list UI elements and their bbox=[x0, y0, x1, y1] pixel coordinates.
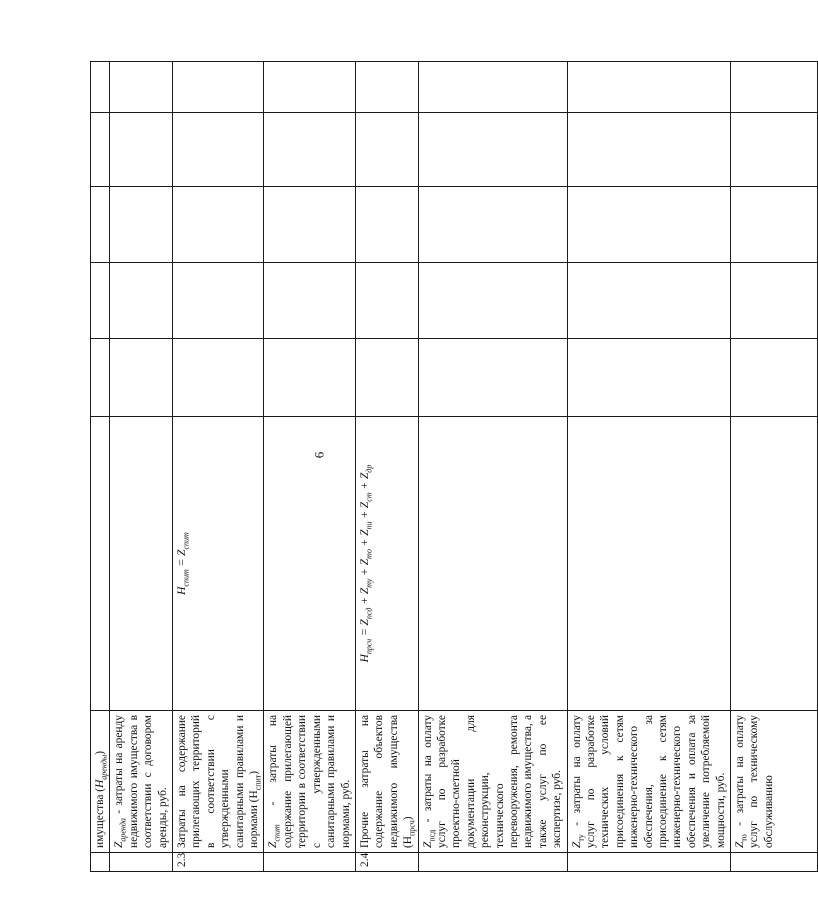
empty-cell bbox=[110, 113, 173, 187]
row-formula bbox=[418, 417, 567, 711]
table-row bbox=[355, 62, 418, 872]
empty-cell bbox=[731, 113, 818, 187]
row-number bbox=[567, 853, 730, 872]
empty-cell bbox=[264, 113, 355, 187]
page-number: 6 bbox=[311, 451, 327, 459]
empty-cell bbox=[731, 263, 818, 339]
empty-cell bbox=[173, 62, 264, 113]
row-number bbox=[418, 853, 567, 872]
empty-cell bbox=[418, 113, 567, 187]
empty-cell bbox=[567, 62, 730, 113]
row-formula bbox=[567, 417, 730, 711]
row-description: $Z_{ту}$ - затраты на оплату услуг по разработке технических условий присоединения к сетям инженерно-технического обеспечения, за присоединение к сетям инженерно-технического обеспечения и оплата за увеличение потребляемой мощности, руб. bbox=[567, 711, 730, 853]
row-number: 2.3 bbox=[173, 853, 264, 872]
empty-cell bbox=[355, 339, 418, 417]
empty-cell bbox=[173, 187, 264, 263]
empty-cell bbox=[355, 62, 418, 113]
empty-cell bbox=[91, 187, 110, 263]
row-formula: $Н_{спит} = Z_{спит}$ bbox=[173, 417, 264, 711]
row-description: Затраты на содержание прилегающих территорий в соответствии с утвержденными санитарными правилами и нормами $(Н_{спит})$ bbox=[173, 711, 264, 853]
empty-cell bbox=[173, 263, 264, 339]
table-row bbox=[731, 62, 818, 872]
table-body bbox=[91, 62, 818, 872]
cost-table bbox=[90, 61, 818, 872]
empty-cell bbox=[567, 113, 730, 187]
empty-cell bbox=[173, 339, 264, 417]
empty-cell bbox=[91, 62, 110, 113]
row-number bbox=[91, 853, 110, 872]
document-table bbox=[90, 62, 775, 872]
empty-cell bbox=[91, 339, 110, 417]
row-description: $Z_{то}$ - затраты на оплату услуг по техническому обслуживанию bbox=[731, 711, 818, 853]
empty-cell bbox=[567, 263, 730, 339]
empty-cell bbox=[567, 187, 730, 263]
row-formula: $Н_{прсч} = Z_{псд} + Z_{ту} + Z_{то} + Z_{пи} + Z_{ст} + Z_{др}$ bbox=[355, 417, 418, 711]
empty-cell bbox=[355, 263, 418, 339]
row-number bbox=[731, 853, 818, 872]
row-formula bbox=[731, 417, 818, 711]
row-number bbox=[264, 853, 355, 872]
empty-cell bbox=[731, 62, 818, 113]
row-description: Прочие затраты на содержание объектов недвижимого имущества $(Н_{прсч})$ bbox=[355, 711, 418, 853]
empty-cell bbox=[173, 113, 264, 187]
empty-cell bbox=[355, 187, 418, 263]
row-description: $Z_{псд}$ - затраты на оплату услуг по разработке проектно-сметной документации для реконструкции, технического перевооружения, ремонта недвижимого имущества, а также услуг по ее экспертизе, руб. bbox=[418, 711, 567, 853]
empty-cell bbox=[418, 187, 567, 263]
row-description: $Z_{аренда}$ - затраты на аренду недвижимого имущества в соответствии с договором аренды, руб. bbox=[110, 711, 173, 853]
row-description: $Z_{спит}$ - затраты на содержание прилегающей территории в соответствии с утвержденными санитарными правилами и нормами, руб. bbox=[264, 711, 355, 853]
row-formula bbox=[264, 417, 355, 711]
empty-cell bbox=[110, 62, 173, 113]
empty-cell bbox=[355, 113, 418, 187]
row-formula bbox=[110, 417, 173, 711]
empty-cell bbox=[731, 187, 818, 263]
table-row bbox=[567, 62, 730, 872]
row-description: имущества $(Н_{аренды})$ bbox=[91, 711, 110, 853]
empty-cell bbox=[418, 263, 567, 339]
empty-cell bbox=[264, 187, 355, 263]
empty-cell bbox=[567, 339, 730, 417]
table-row bbox=[264, 62, 355, 872]
row-number: 2.4 bbox=[355, 853, 418, 872]
table-row bbox=[110, 62, 173, 872]
empty-cell bbox=[418, 62, 567, 113]
empty-cell bbox=[264, 62, 355, 113]
empty-cell bbox=[418, 339, 567, 417]
row-number bbox=[110, 853, 173, 872]
empty-cell bbox=[91, 263, 110, 339]
row-formula bbox=[91, 417, 110, 711]
empty-cell bbox=[91, 113, 110, 187]
empty-cell bbox=[110, 339, 173, 417]
empty-cell bbox=[110, 263, 173, 339]
table-row bbox=[173, 62, 264, 872]
empty-cell bbox=[110, 187, 173, 263]
empty-cell bbox=[264, 339, 355, 417]
empty-cell bbox=[731, 339, 818, 417]
table-row bbox=[91, 62, 110, 872]
table-row bbox=[418, 62, 567, 872]
empty-cell bbox=[264, 263, 355, 339]
